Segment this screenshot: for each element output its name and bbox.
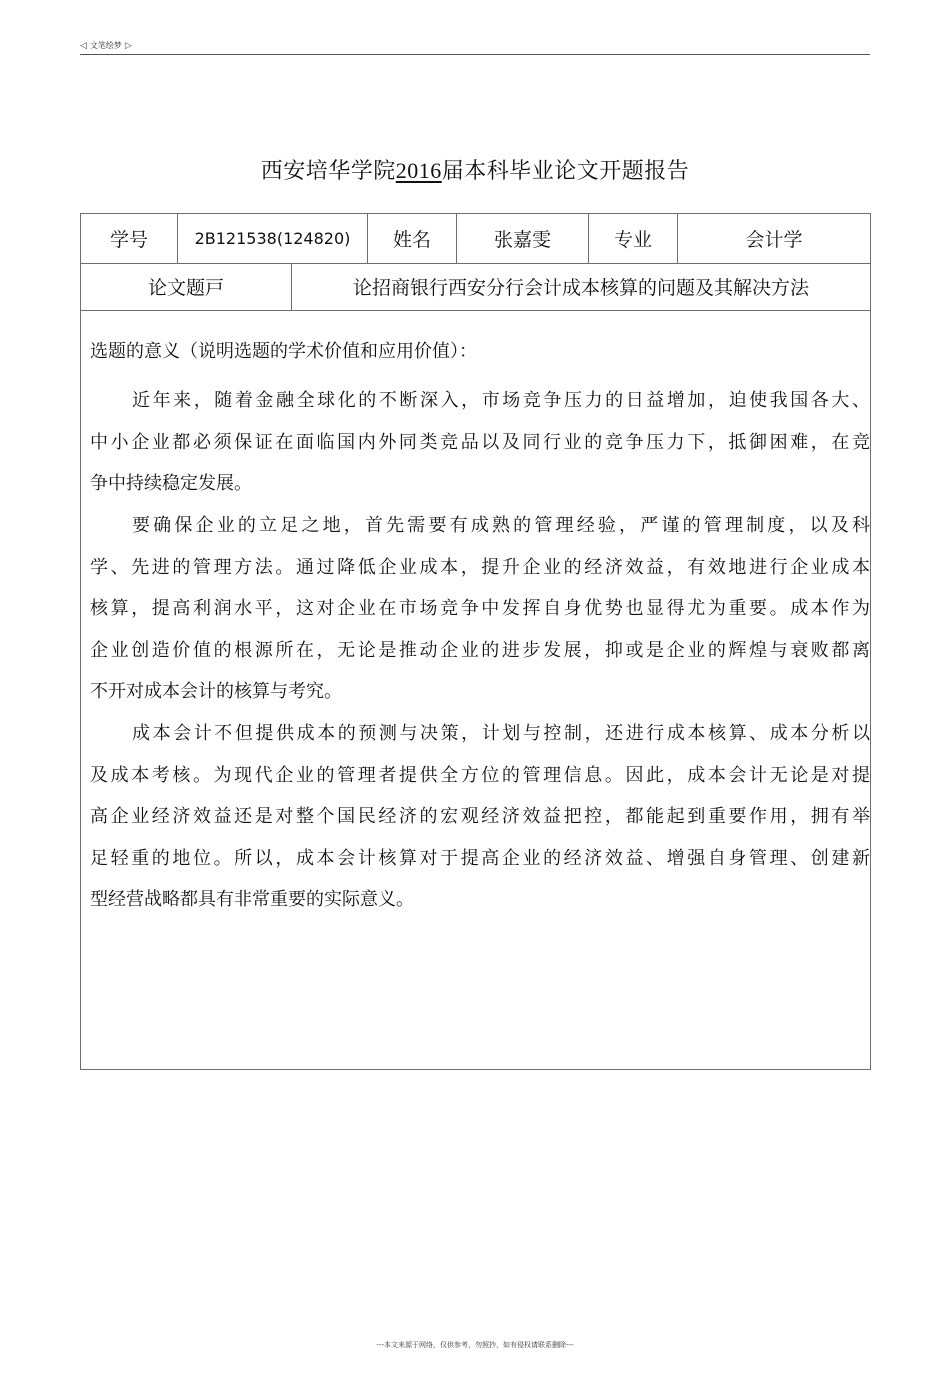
paragraph-line: 成本会计不但提供成本的预测与决策，计划与控制，还进行成本核算、成本分析以 (132, 723, 870, 744)
triangle-right-icon: ▷ (124, 40, 132, 51)
paragraph-line: 要确保企业的立足之地，首先需要有成熟的管理经验，严谨的管理制度，以及科 (132, 515, 870, 536)
title-suffix: 届本科毕业论文开题报告 (441, 159, 690, 184)
paragraph-line: 型经营战略都具有非常重要的实际意义。 (90, 889, 414, 910)
paragraph-1 (90, 380, 870, 505)
paragraph-line: 及成本考核。为现代企业的管理者提供全方位的管理信息。因此，成本会计无论是对提 (90, 764, 870, 786)
student-id-value: 2B121538(124820) (178, 214, 368, 263)
name-value: 张嘉雯 (457, 214, 589, 263)
paragraph-line: 学、先进的管理方法。通过降低企业成本，提升企业的经济效益，有效地进行企业成本 (90, 556, 870, 578)
page-header (80, 38, 870, 55)
paragraph-3 (90, 713, 870, 921)
paragraph-line: 争中持续稳定发展。 (90, 473, 252, 494)
paragraph-line: 企业创造价值的根源所在，无论是推动企业的进步发展，抑或是企业的辉煌与衰败都离 (90, 639, 870, 661)
title-prefix: 西安培华学院 (260, 159, 396, 184)
thesis-title-row (81, 263, 870, 311)
triangle-left-icon: ◁ (80, 40, 87, 51)
paragraph-line: 不开对成本会计的核算与考究。 (90, 681, 342, 702)
proposal-table (80, 213, 871, 1070)
paragraph-line: 近年来，随着金融全球化的不断深入，市场竞争压力的日益增加，迫使我国各大、 (132, 390, 870, 411)
header-label-group (80, 40, 132, 51)
thesis-title-label: 论文题戸 (81, 263, 292, 310)
title-year: 2016 (395, 158, 442, 183)
section-heading: 选题的意义（说明选题的学术价值和应用价值）： (90, 341, 477, 362)
thesis-title-value: 论招商银行西安分行会计成本核算的问题及其解决方法 (352, 277, 809, 299)
document-title (0, 154, 950, 185)
paragraph-line: 核算，提高利润水平，这对企业在市场竞争中发挥自身优势也显得尤为重要。成本作为 (90, 598, 870, 619)
paragraph-line: 中小企业都必须保证在面临国内外同类竞品以及同行业的竞争压力下，抵御困难，在竞 (90, 431, 870, 453)
name-label: 姓名 (368, 214, 457, 263)
page-footer: ---本文来源于网络，仅供参考，勿照抄，如有侵权请联系删除--- (376, 1341, 574, 1349)
paragraph-line: 高企业经济效益还是对整个国民经济的宏观经济效益把控，都能起到重要作用，拥有举 (90, 806, 870, 827)
significance-section (81, 311, 870, 1069)
paragraph-2 (90, 505, 870, 713)
paragraph-line: 足轻重的地位。所以，成本会计核算对于提高企业的经济效益、增强自身管理、创建新 (90, 847, 870, 869)
major-label: 专业 (589, 214, 678, 263)
student-id-label: 学号 (81, 214, 178, 263)
header-text: 文笔绘梦 (89, 41, 122, 50)
student-info-row (81, 214, 870, 264)
major-value: 会计学 (745, 229, 803, 251)
